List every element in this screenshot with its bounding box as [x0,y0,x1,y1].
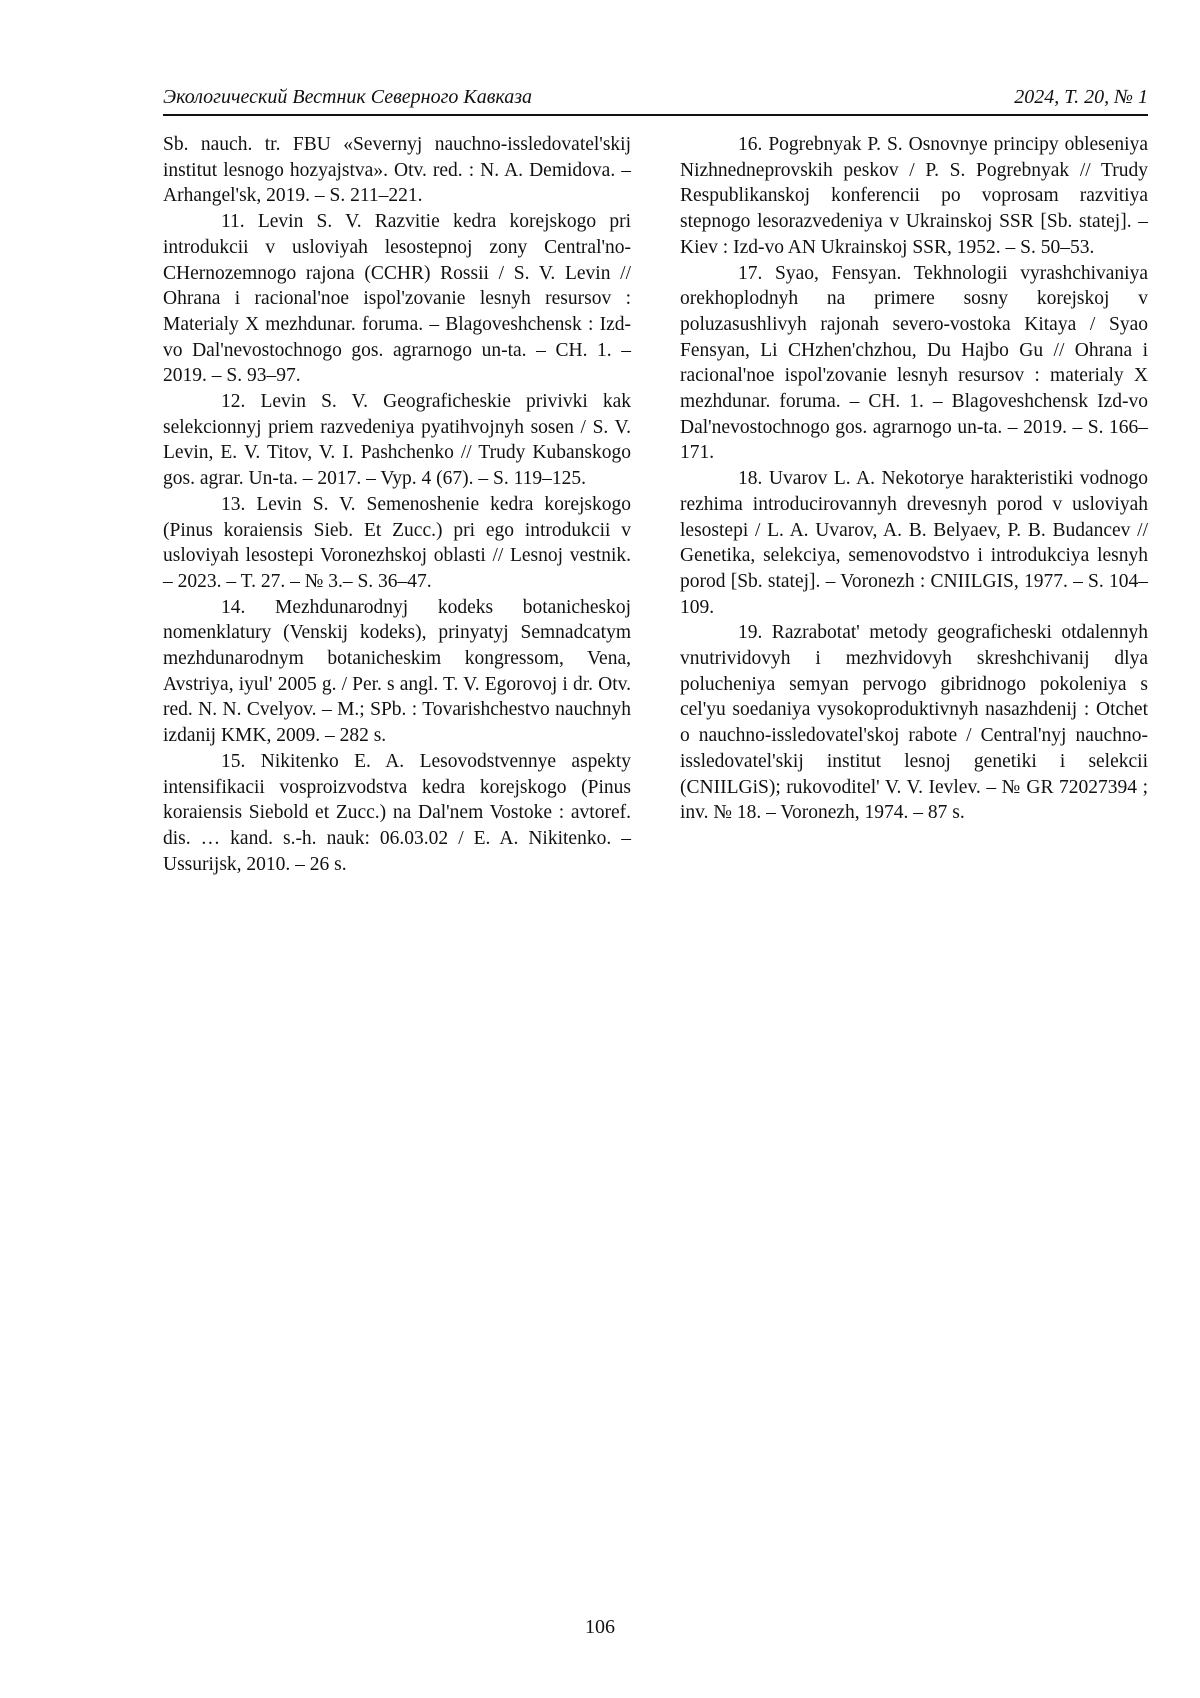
reference-item: 12. Levin S. V. Geograficheskie privivki kak selekcionnyj priem razvedeniya pyatihvojnyh sosen / S. V. Levin, E. V. Titov, V. I. Pashchenko // Trudy Kubanskogo gos. agrar. Un-ta. – 2017. – Vyp. 4 (67). – S. 119–125. [163,389,631,492]
reference-column-left [163,132,631,877]
reference-column-right [680,132,1148,826]
reference-item: 13. Levin S. V. Semenoshenie kedra korejskogo (Pinus koraiensis Sieb. Et Zucc.) pri ego introdukcii v usloviyah lesostepi Voronezhskoj oblasti // Lesnoj vestnik. – 2023. – T. 27. – № 3.– S. 36–47. [163,492,631,595]
journal-title: Экологический Вестник Северного Кавказа [163,86,532,109]
reference-item: 19. Razrabotat' metody geograficheski otdalennyh vnutrividovyh i mezhvidovyh skreshchivanij dlya polucheniya semyan pervogo gibridnogo pokoleniya s cel'yu soedaniya vysokoproduktivnyh nasazhdenij : Otchet o nauchno-issledovatel'skoj rabote / Central'nyj nauchno-issledovatel'skij institut lesnoj genetiki i selekcii (CNIILGiS); rukovoditel' V. V. Ievlev. – № GR 72027394 ; inv. № 18. – Voronezh, 1974. – 87 s. [680,620,1148,826]
issue-info: 2024, Т. 20, № 1 [1014,86,1148,109]
reference-item: 14. Mezhdunarodnyj kodeks botanicheskoj nomenklatury (Venskij kodeks), prinyatyj Semnadcatym mezhdunarodnym botanicheskim kongressom, Vena, Avstriya, iyul' 2005 g. / Per. s angl. T. V. Egorovoj i dr. Otv. red. N. N. Cvelyov. – M.; SPb. : Tovarishchestvo nauchnyh izdanij KMK, 2009. – 282 s. [163,595,631,749]
reference-item: 18. Uvarov L. A. Nekotorye harakteristiki vodnogo rezhima introducirovannyh drevesnyh porod v usloviyah lesostepi / L. A. Uvarov, A. B. Belyaev, P. B. Budancev // Genetika, selekciya, semenovodstvo i introdukciya lesnyh porod [Sb. statej]. – Voronezh : CNIILGIS, 1977. – S. 104–109. [680,466,1148,620]
reference-item: Sb. nauch. tr. FBU «Severnyj nauchno-issledovatel'skij institut lesnogo hozyajstva». Otv. red. : N. A. Demidova. – Arhangel'sk, 2019. – S. 211–221. [163,132,631,209]
journal-page [0,0,1200,1698]
reference-item: 17. Syao, Fensyan. Tekhnologii vyrashchivaniya orekhoplodnyh na primere sosny korejskoj v poluzasushlivyh rajonah severo-vostoka Kitaya / Syao Fensyan, Li CHzhen'chzhou, Du Hajbo Gu // Ohrana i racional'noe ispol'zovanie lesnyh resursov : materialy X mezhdunar. foruma. – CH. 1. – Blagoveshchensk Izd-vo Dal'nevostochnogo gos. agrarnogo un-ta. – 2019. – S. 166–171. [680,261,1148,467]
running-header [163,84,1148,116]
reference-item: 15. Nikitenko E. A. Lesovodstvennye aspekty intensifikacii vosproizvodstva kedra korejskogo (Pinus koraiensis Siebold et Zucc.) na Dal'nem Vostoke : avtoref. dis. … kand. s.-h. nauk: 06.03.02 / E. A. Nikitenko. – Ussurijsk, 2010. – 26 s. [163,749,631,878]
page-number: 106 [0,1616,1200,1639]
reference-item: 11. Levin S. V. Razvitie kedra korejskogo pri introdukcii v usloviyah lesostepnoj zony Central'no-CHernozemnogo rajona (CCHR) Rossii / S. V. Levin // Ohrana i racional'noe ispol'zovanie lesnyh resursov : Materialy X mezhdunar. foruma. – Blagoveshchensk : Izd-vo Dal'nevostochnogo gos. agrarnogo un-ta. – CH. 1. – 2019. – S. 93–97. [163,209,631,389]
reference-item: 16. Pogrebnyak P. S. Osnovnye principy obleseniya Nizhnedneprovskih peskov / P. S. Pogrebnyak // Trudy Respublikanskoj konferencii po voprosam razvitiya stepnogo lesorazvedeniya v Ukrainskoj SSR [Sb. statej]. – Kiev : Izd-vo AN Ukrainskoj SSR, 1952. – S. 50–53. [680,132,1148,261]
